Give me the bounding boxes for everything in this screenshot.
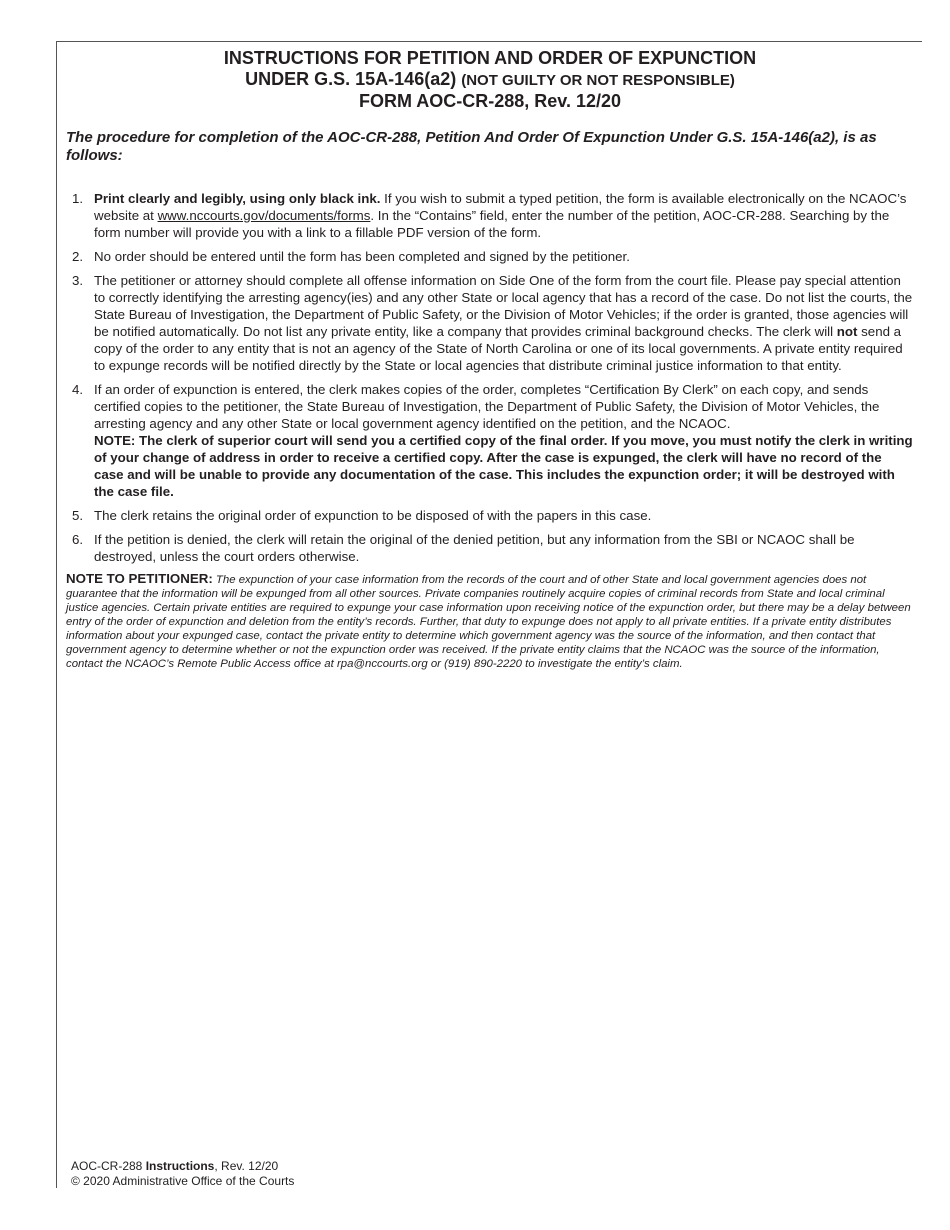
instruction-item (66, 507, 914, 524)
item-number: 2. (72, 249, 84, 264)
footer-copyright: © 2020 Administrative Office of the Courts (71, 1174, 295, 1188)
footer-instructions: Instructions (145, 1159, 215, 1173)
instruction-item (66, 190, 914, 241)
page-border-top (56, 41, 922, 42)
footer-rev: , Rev. 12/20 (214, 1159, 279, 1173)
item-text: No order should be entered until the form has been completed and signed by the petitioner. (94, 249, 630, 264)
item-text: If you wish to submit a typed petition, the form is available electronically on the NCAOC’s website at (94, 191, 907, 223)
item-text: The clerk retains the original order of expunction to be disposed of with the papers in this case. (94, 508, 652, 523)
footer-form-number: AOC-CR-288 (71, 1159, 146, 1173)
item-note: NOTE: The clerk of superior court will send you a certified copy of the final order. If you move, you must notify the clerk in writing of your change of address in order to receive a certified copy. After the case is expunged, the clerk will have no record of the case and will be unable to provide any documentation of the case. This includes the expunction order; it will be destroyed with the case file. (94, 433, 913, 499)
item-text: The petitioner or attorney should complete all offense information on Side One of the form from the court file. Please pay special attention to correctly identifying the arresting agency(ies) and any other State or local agency that has a record of the case. Do not list the courts, the State Bureau of Investigation, the Department of Public Safety, or the Division of Motor Vehicles; if the order is granted, those agencies will be notified automatically. Do not list any private entity, like a company that provides criminal background checks. The clerk will (94, 273, 913, 339)
footer-form-id (71, 1159, 294, 1174)
intro-text: The procedure for completion of the AOC-CR-288, Petition And Order Of Expunction Under G.S. 15A-146(a2), is as follows: (66, 129, 877, 164)
title-subtitle: (NOT GUILTY OR NOT RESPONSIBLE) (461, 72, 735, 89)
title-line-3: FORM AOC-CR-288, Rev. 12/20 (358, 91, 622, 111)
item-text: If the petition is denied, the clerk will retain the original of the denied petition, but any information from the SBI or NCAOC shall be destroyed, unless the court orders otherwise. (94, 532, 855, 564)
instruction-item (66, 531, 914, 565)
item-number: 5. (72, 508, 84, 523)
instruction-item (66, 272, 914, 374)
instruction-list (66, 190, 914, 565)
note-text: The expunction of your case information from the records of the court and of other State and local government agencies does not guarantee that the information will be expunged from all other sources. Private companies routinely acquire copies of criminal records from State and local criminal justice agencies. Certain private entities are required to expunge your case information upon receiving notice of the expunction order, but there may be a delay between entry of the order of expunction and deletion from the entity’s records. Further, that duty to expunge does not apply to all private entities. If a private entity distributes information about your expunged case, contact the private entity to determine which government agency was the source of the information, and then contact that government agency to determine whether or not the expunction order was received. If the private entity claims that the NCAOC was the source of the information, contact the NCAOC’s Remote Public Access office at rpa@nccourts.org or (919) 890-2220 to investigate the entity’s claim. (66, 574, 911, 670)
item-number: 3. (72, 273, 84, 288)
instruction-item (66, 248, 914, 265)
item-bold-lead: Print clearly and legibly, using only black ink. (94, 191, 381, 206)
item-number: 1. (72, 191, 84, 206)
page-border-left (56, 41, 57, 1188)
page-footer (71, 1159, 294, 1189)
instruction-item (66, 381, 914, 500)
item-text: send a copy of the order to any entity that is not an agency of the State of North Carolina or one of its local governments. A private entity required to expunge records will be notified directly by the State or local agencies that distribute criminal justice information to that entity. (94, 324, 903, 373)
document-body (66, 48, 914, 682)
item-number: 4. (72, 382, 84, 397)
item-text: If an order of expunction is entered, the clerk makes copies of the order, completes “Certification By Clerk” on each copy, and sends certified copies to the petitioner, the State Bureau of Investigation, the Department of Public Safety, the Division of Motor Vehicles, the arresting agency and any other State or local government agency identified on the petition, and the NCAOC. (94, 382, 880, 431)
note-lead: NOTE TO PETITIONER: (66, 571, 213, 586)
title-line-2 (66, 69, 914, 91)
forms-link[interactable]: www.nccourts.gov/documents/forms (157, 208, 371, 223)
item-number: 6. (72, 532, 84, 547)
item-bold-word: not (836, 324, 858, 339)
document-title (66, 48, 914, 112)
item-text: . In the “Contains” field, enter the number of the petition, AOC-CR-288. Searching by the form number will provide you with a link to a fillable PDF version of the form. (94, 208, 890, 240)
title-line-1: INSTRUCTIONS FOR PETITION AND ORDER OF EXPUNCTION (223, 48, 757, 68)
title-statute: UNDER G.S. 15A-146(a2) (245, 69, 457, 89)
note-to-petitioner (66, 572, 914, 671)
